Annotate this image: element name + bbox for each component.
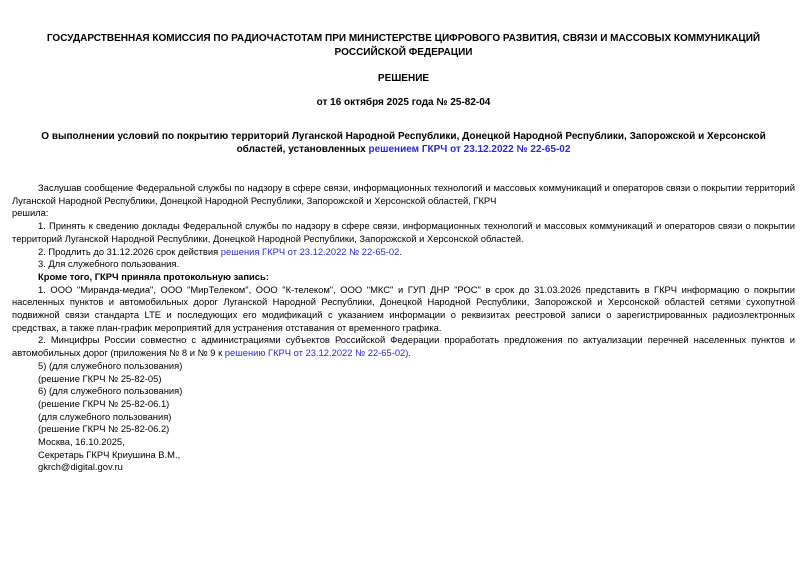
organization-name: ГОСУДАРСТВЕННАЯ КОМИССИЯ ПО РАДИОЧАСТОТАМ ПРИ МИНИСТЕРСТВЕ ЦИФРОВОГО РАЗВИТИЯ, СВЯЗИ И МАССОВЫХ КОММУНИКАЦИЙ РОССИЙСКОЙ ФЕДЕРАЦИИ: [46, 33, 761, 58]
trailing-lines: [12, 360, 795, 474]
document-header: [12, 32, 795, 109]
item2-period: .: [399, 245, 402, 257]
document-type: РЕШЕНИЕ: [377, 73, 430, 84]
secretary-line: Секретарь ГКРЧ Криушина В.М.,: [38, 448, 181, 460]
decision-ref-25-82-06-1: (решение ГКРЧ № 25-82-06.1): [38, 397, 170, 409]
document-body: [12, 182, 795, 474]
protocol-item-2: [12, 334, 795, 359]
item2-decision-link[interactable]: решения ГКРЧ от 23.12.2022 № 22-65-02: [220, 245, 400, 257]
dsp-line-5: 5) (для служебного пользования): [38, 359, 183, 371]
resolution-item-2: [12, 246, 795, 259]
item2-text: 2. Продлить до 31.12.2026 срок действия: [38, 245, 221, 257]
protocol2-period: .: [408, 347, 411, 359]
protocol-heading: Кроме того, ГКРЧ приняла протокольную запись:: [38, 270, 269, 282]
document-title: [23, 130, 785, 156]
title-text: О выполнении условий по покрытию территорий Луганской Народной Республики, Донецкой Народной Республики, Запорожской и Херсонской областей, установленных: [41, 131, 766, 155]
email-line: gkrch@digital.gov.ru: [38, 461, 123, 473]
decision-ref-25-82-06-2: (решение ГКРЧ № 25-82-06.2): [38, 423, 170, 435]
intro-paragraph: Заслушав сообщение Федеральной службы по надзору в сфере связи, информационных технологий и массовых коммуникаций и операторов связи о покрытии территорий Луганской Народной Республики, Донецкой Народной Республики, Запорожской и Херсонской областей, ГКРЧ: [12, 182, 795, 206]
decision-ref-25-82-05: (решение ГКРЧ № 25-82-05): [38, 372, 162, 384]
resolution-item-1: 1. Принять к сведению доклады Федеральной службы по надзору в сфере связи, информационных технологий и массовых коммуникаций и операторов связи о покрытии территорий Луганской Народной Республики, Донецкой Народной Республики, Запорожской и Херсонской областей.: [12, 220, 795, 244]
resolution-item-3: 3. Для служебного пользования.: [38, 258, 180, 270]
dsp-line-extra: (для служебного пользования): [38, 410, 172, 422]
dsp-line-6: 6) (для служебного пользования): [38, 385, 183, 397]
title-decision-link[interactable]: решением ГКРЧ от 23.12.2022 № 22-65-02: [368, 144, 571, 155]
city-date-line: Москва, 16.10.2025,: [38, 436, 125, 448]
protocol-item-1: 1. ООО "Миранда-медиа", ООО "МирТелеком", ООО "К-телеком", ООО "МКС" и ГУП ДНР "РОС" в срок до 31.03.2026 представить в ГКРЧ информацию о покрытии населенных пунктов и автомобильных дорог Луганской Народной Республики, Донецкой Народной Республики, Запорожской и Херсонской областей сетями сухопутной подвижной связи стандарта LTE и последующих его модификаций с указанием информации о реквизитах реестровой записи о зарегистрированных радиоэлектронных средствах, а также план-график мероприятий для устранения отставания от временного графика.: [12, 283, 795, 333]
resolved-label: решила:: [12, 207, 49, 219]
document-date-number: от 16 октября 2025 года № 25-82-04: [316, 97, 491, 108]
protocol2-text: 2. Минцифры России совместно с администрациями субъектов Российской Федерации проработать предложения по актуализации перечней населенных пунктов и автомобильных дорог (приложения № 8 и № 9 к: [12, 334, 795, 359]
protocol2-decision-link[interactable]: решению ГКРЧ от 23.12.2022 № 22-65-02): [224, 347, 409, 359]
